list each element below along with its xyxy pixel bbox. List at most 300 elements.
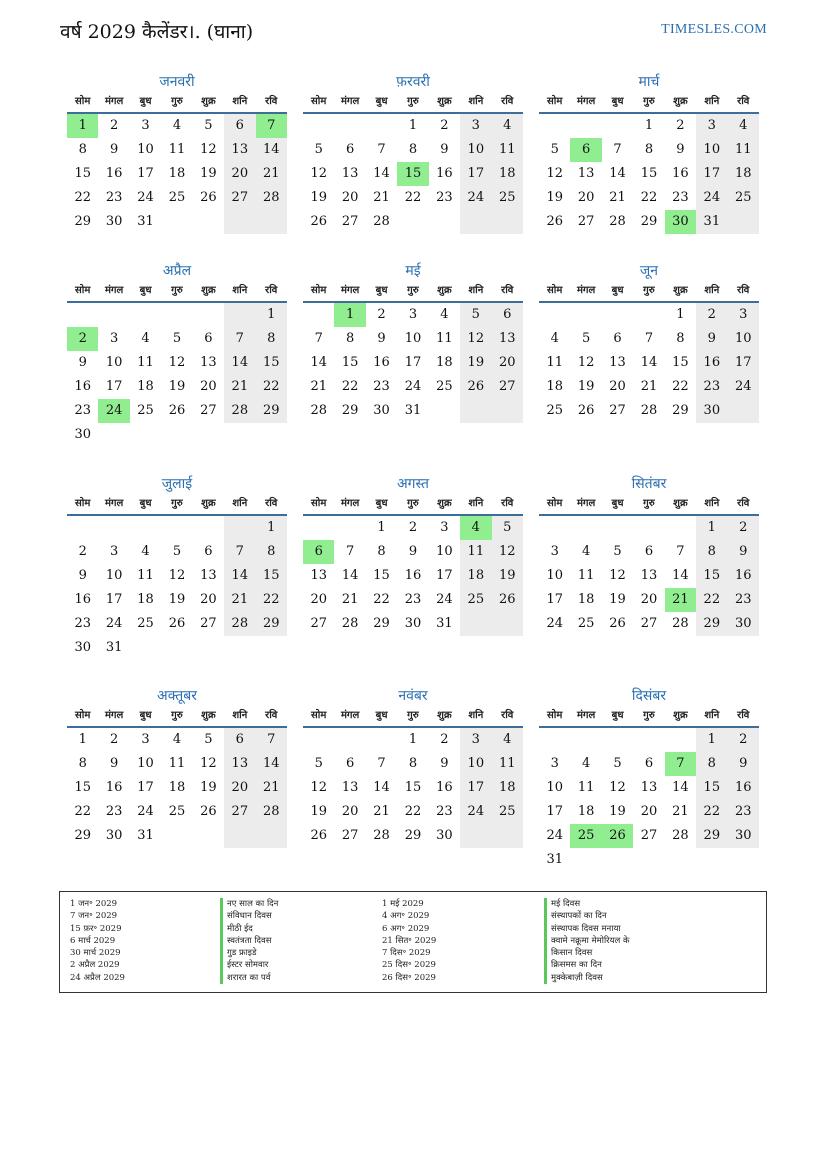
weekday-header (67, 706, 287, 728)
day-cell: 1 (696, 728, 727, 752)
month-block (303, 686, 523, 848)
day-cell: 5 (613, 756, 622, 771)
day-cell: 22 (404, 190, 422, 205)
day-cell: 23 (696, 375, 727, 399)
day-cell: 19 (460, 351, 491, 375)
day-cell: 8 (377, 544, 386, 559)
day-cell: 1 (334, 303, 365, 327)
day-cell: 8 (696, 752, 727, 776)
day-cell: 29 (404, 828, 422, 843)
day-cell: 3 (109, 544, 119, 559)
day-cell: 3 (550, 756, 559, 771)
weekday-label: गुरु (407, 96, 419, 107)
day-cell: 14 (609, 166, 626, 181)
weekday-label: शनि (468, 96, 484, 107)
weekday-label: सोम (311, 96, 327, 107)
weekday-label: सोम (75, 710, 91, 721)
day-cell: 10 (728, 327, 759, 351)
day-cell: 13 (224, 752, 255, 776)
day-cell: 5 (550, 142, 559, 157)
weekday-label: शनि (704, 498, 720, 509)
day-cell: 19 (200, 780, 217, 795)
day-cell: 23 (728, 800, 759, 824)
day-cell: 25 (728, 186, 759, 210)
day-cell: 15 (404, 780, 422, 795)
weekday-label: मंगल (104, 710, 124, 721)
day-cell: 7 (224, 327, 255, 351)
day-cell: 12 (200, 142, 217, 157)
weekday-label: शनि (468, 710, 484, 721)
weekday-label: रवि (501, 498, 514, 509)
day-cell: 11 (577, 780, 595, 795)
empty-cell (460, 824, 491, 848)
day-cell: 16 (373, 355, 390, 370)
month-name: दिसंबर (631, 688, 667, 704)
weekday-label: सोम (311, 285, 327, 296)
weekday-label: गुरु (407, 285, 419, 296)
day-cell: 25 (460, 588, 491, 612)
day-cell: 3 (460, 114, 491, 138)
day-cell: 30 (665, 210, 696, 234)
holiday-date: 1 मई 2029 (382, 899, 424, 909)
day-cell: 3 (109, 331, 119, 346)
empty-cell (256, 423, 287, 447)
day-cell: 18 (577, 804, 595, 819)
day-cell: 29 (74, 214, 91, 229)
day-cell: 9 (408, 544, 418, 559)
day-cell: 24 (137, 190, 154, 205)
day-cell: 20 (640, 592, 658, 607)
month-block (67, 261, 287, 447)
day-cell: 17 (546, 804, 563, 819)
day-cell: 19 (200, 166, 217, 181)
weekday-label: बुध (375, 710, 388, 721)
day-cell: 12 (168, 355, 186, 370)
day-cell: 22 (696, 800, 727, 824)
empty-cell (539, 728, 570, 752)
day-cell: 10 (696, 138, 727, 162)
day-cell: 10 (436, 544, 453, 559)
holiday-name: संस्थापक दिवस मनाया (544, 923, 630, 935)
empty-cell (256, 636, 287, 660)
empty-cell (98, 303, 129, 327)
holiday-names-right (544, 898, 630, 984)
day-cell: 21 (341, 592, 359, 607)
day-cell: 21 (665, 588, 696, 612)
day-cell: 2 (440, 118, 449, 133)
day-cell: 9 (676, 142, 685, 157)
weekday-label: गुरु (407, 498, 419, 509)
day-cell: 20 (341, 190, 359, 205)
day-cell: 11 (137, 568, 154, 583)
day-grid (67, 728, 287, 848)
holiday-date: 26 दिस॰ 2029 (382, 972, 436, 983)
day-cell: 13 (577, 166, 595, 181)
empty-cell (303, 516, 334, 540)
day-cell: 15 (256, 564, 287, 588)
weekday-label: सोम (311, 710, 327, 721)
day-cell: 6 (345, 756, 355, 771)
day-cell: 26 (200, 190, 217, 205)
day-cell: 30 (728, 824, 759, 848)
holiday-date: 6 मार्च 2029 (70, 935, 116, 946)
holiday-date: 2 अप्रैल 2029 (70, 960, 120, 971)
month-name: सितंबर (631, 476, 667, 492)
empty-cell (539, 303, 570, 327)
day-cell: 18 (168, 780, 186, 795)
day-cell: 4 (492, 728, 523, 752)
day-cell: 1 (256, 303, 287, 327)
day-cell: 28 (341, 616, 359, 631)
day-cell: 5 (204, 732, 213, 747)
day-cell: 2 (109, 118, 119, 133)
day-cell: 6 (204, 544, 213, 559)
empty-cell (224, 636, 255, 660)
holiday-name: क्रिसमस का दिन (544, 959, 630, 971)
month-name: जुलाई (161, 476, 193, 492)
day-cell: 28 (373, 214, 390, 229)
holiday-name: मुक्केबाज़ी दिवस (544, 972, 630, 984)
day-cell: 8 (78, 142, 87, 157)
day-cell: 20 (310, 592, 327, 607)
month-block (67, 72, 287, 234)
day-cell: 15 (256, 351, 287, 375)
empty-cell (161, 423, 192, 447)
day-cell: 1 (408, 118, 418, 133)
weekday-label: रवि (501, 710, 514, 721)
day-cell: 9 (728, 752, 759, 776)
empty-cell (366, 114, 397, 138)
day-cell: 23 (728, 588, 759, 612)
day-grid (539, 728, 759, 872)
day-cell: 22 (696, 588, 727, 612)
day-cell: 19 (546, 190, 563, 205)
day-cell: 18 (137, 592, 154, 607)
day-cell: 29 (696, 612, 727, 636)
day-cell: 25 (168, 804, 186, 819)
weekday-label: रवि (265, 96, 278, 107)
day-cell: 25 (492, 186, 523, 210)
weekday-label: सोम (547, 498, 563, 509)
day-cell: 28 (640, 403, 658, 418)
weekday-label: बुध (375, 285, 388, 296)
empty-cell (161, 303, 192, 327)
empty-cell (460, 399, 491, 423)
month-block (303, 474, 523, 636)
empty-cell (334, 516, 365, 540)
day-cell: 12 (609, 568, 626, 583)
weekday-label: सोम (547, 285, 563, 296)
holiday-name: ईस्टर सोमवार (220, 959, 278, 971)
day-cell: 17 (404, 355, 422, 370)
day-cell: 17 (105, 379, 123, 394)
weekday-label: गुरु (171, 285, 183, 296)
empty-cell (130, 516, 161, 540)
day-cell: 18 (546, 379, 563, 394)
holiday-dates-right (382, 898, 436, 984)
weekday-label: मंगल (340, 285, 360, 296)
day-cell: 6 (224, 114, 255, 138)
day-cell: 10 (105, 568, 123, 583)
weekday-header (303, 281, 523, 303)
day-cell: 7 (644, 331, 654, 346)
day-cell: 16 (74, 379, 91, 394)
holiday-name: मई दिवस (544, 898, 630, 910)
month-block (303, 261, 523, 423)
day-cell: 13 (341, 780, 359, 795)
day-cell: 5 (314, 756, 323, 771)
day-cell: 22 (341, 379, 359, 394)
empty-cell (98, 516, 129, 540)
holiday-name: मीठी ईद (220, 923, 278, 935)
day-cell: 7 (676, 544, 685, 559)
day-cell: 15 (696, 564, 727, 588)
day-cell: 12 (460, 327, 491, 351)
day-cell: 24 (436, 592, 453, 607)
day-cell: 1 (78, 732, 87, 747)
day-cell: 18 (436, 355, 453, 370)
day-cell: 8 (676, 331, 685, 346)
day-cell: 5 (581, 331, 591, 346)
day-cell: 20 (224, 162, 255, 186)
day-grid (303, 728, 523, 848)
day-cell: 20 (492, 351, 523, 375)
empty-cell (665, 848, 696, 872)
day-cell: 29 (74, 828, 91, 843)
day-cell: 16 (728, 564, 759, 588)
day-cell: 1 (644, 118, 654, 133)
month-block (539, 686, 759, 872)
day-cell: 8 (256, 540, 287, 564)
day-cell: 4 (581, 544, 591, 559)
weekday-label: सोम (547, 96, 563, 107)
day-cell: 11 (492, 752, 523, 776)
weekday-label: मंगल (104, 498, 124, 509)
day-cell: 23 (672, 190, 689, 205)
holiday-date: 21 सित॰ 2029 (382, 935, 437, 946)
day-cell: 19 (168, 379, 186, 394)
day-cell: 28 (310, 403, 327, 418)
empty-cell (728, 399, 759, 423)
day-cell: 30 (373, 403, 390, 418)
empty-cell (492, 210, 523, 234)
day-cell: 18 (137, 379, 154, 394)
weekday-label: गुरु (643, 710, 655, 721)
day-cell: 31 (436, 616, 453, 631)
day-cell: 6 (613, 331, 622, 346)
day-cell: 22 (373, 592, 390, 607)
day-cell: 19 (310, 804, 327, 819)
day-cell: 18 (577, 592, 595, 607)
day-cell: 3 (440, 520, 449, 535)
day-cell: 17 (137, 166, 154, 181)
day-cell: 11 (168, 142, 186, 157)
day-cell: 28 (373, 828, 390, 843)
empty-cell (492, 824, 523, 848)
day-cell: 2 (728, 516, 759, 540)
day-cell: 6 (204, 331, 213, 346)
day-cell: 12 (492, 540, 523, 564)
day-cell: 26 (310, 214, 327, 229)
day-cell: 26 (577, 403, 595, 418)
day-cell: 25 (137, 616, 154, 631)
day-cell: 29 (341, 403, 359, 418)
day-cell: 15 (74, 166, 91, 181)
day-cell: 2 (408, 520, 418, 535)
day-cell: 27 (341, 214, 359, 229)
month-name: मई (405, 263, 421, 279)
day-cell: 1 (67, 114, 98, 138)
empty-cell (633, 728, 664, 752)
empty-cell (193, 423, 224, 447)
day-cell: 25 (137, 403, 154, 418)
day-cell: 26 (168, 403, 186, 418)
day-cell: 29 (256, 399, 287, 423)
day-cell: 28 (224, 612, 255, 636)
empty-cell (98, 423, 129, 447)
day-cell: 15 (74, 780, 91, 795)
day-cell: 27 (341, 828, 359, 843)
day-cell: 21 (609, 190, 626, 205)
empty-cell (366, 728, 397, 752)
day-cell: 26 (492, 588, 523, 612)
day-cell: 14 (341, 568, 359, 583)
day-cell: 3 (141, 118, 150, 133)
weekday-header (539, 706, 759, 728)
day-cell: 29 (696, 824, 727, 848)
empty-cell (193, 210, 224, 234)
empty-cell (130, 423, 161, 447)
month-block (539, 261, 759, 423)
day-cell: 6 (644, 544, 654, 559)
day-cell: 14 (256, 752, 287, 776)
day-cell: 14 (373, 166, 390, 181)
weekday-label: रवि (737, 710, 750, 721)
empty-cell (67, 516, 98, 540)
empty-cell (429, 399, 460, 423)
month-name: अक्तूबर (157, 688, 197, 704)
day-cell: 27 (640, 616, 658, 631)
weekday-label: शनि (232, 498, 248, 509)
month-block (67, 474, 287, 660)
empty-cell (224, 423, 255, 447)
day-cell: 10 (546, 568, 563, 583)
empty-cell (633, 303, 664, 327)
day-cell: 3 (728, 303, 759, 327)
weekday-label: गुरु (643, 96, 655, 107)
weekday-label: बुध (139, 285, 152, 296)
day-cell: 7 (613, 142, 622, 157)
empty-cell (224, 210, 255, 234)
day-cell: 9 (440, 756, 449, 771)
day-cell: 23 (74, 403, 91, 418)
day-cell: 4 (440, 307, 449, 322)
weekday-label: गुरु (643, 285, 655, 296)
day-cell: 27 (200, 403, 217, 418)
brand-logo-text[interactable]: TIMESLES.COM (661, 22, 767, 37)
day-cell: 31 (404, 403, 422, 418)
month-name: जून (639, 263, 659, 279)
day-grid (539, 516, 759, 636)
weekday-label: बुध (139, 710, 152, 721)
weekday-label: मंगल (576, 96, 596, 107)
day-cell: 15 (696, 776, 727, 800)
day-cell: 20 (609, 379, 626, 394)
day-cell: 11 (728, 138, 759, 162)
weekday-label: मंगल (576, 285, 596, 296)
day-cell: 7 (256, 114, 287, 138)
day-cell: 30 (74, 427, 91, 442)
day-cell: 28 (256, 800, 287, 824)
day-cell: 8 (408, 142, 418, 157)
day-cell: 28 (256, 186, 287, 210)
holiday-date: 1 जन॰ 2029 (70, 899, 118, 909)
day-cell: 22 (256, 375, 287, 399)
holiday-name: क्वामे नक्रूमा मेमोरियल के (544, 935, 630, 947)
weekday-header (303, 494, 523, 516)
day-cell: 9 (696, 327, 727, 351)
page-title: वर्ष 2029 कैलेंडर।. (घाना) (60, 21, 254, 43)
month-block (539, 474, 759, 636)
month-name: जनवरी (159, 74, 195, 90)
day-cell: 21 (373, 190, 390, 205)
day-cell: 17 (436, 568, 453, 583)
day-cell: 27 (640, 828, 658, 843)
day-cell: 5 (172, 331, 182, 346)
day-cell: 29 (672, 403, 689, 418)
day-cell: 7 (256, 728, 287, 752)
day-cell: 3 (141, 732, 150, 747)
empty-cell (633, 516, 664, 540)
day-cell: 21 (672, 804, 689, 819)
day-cell: 30 (404, 616, 422, 631)
day-cell: 14 (224, 351, 255, 375)
day-cell: 1 (696, 516, 727, 540)
day-cell: 27 (609, 403, 626, 418)
month-block (67, 686, 287, 848)
empty-cell (334, 114, 365, 138)
weekday-label: शुक्र (201, 498, 216, 509)
day-cell: 14 (224, 564, 255, 588)
day-cell: 25 (577, 616, 595, 631)
weekday-label: बुध (611, 710, 624, 721)
day-cell: 18 (492, 162, 523, 186)
day-cell: 20 (200, 592, 217, 607)
empty-cell (161, 636, 192, 660)
empty-cell (334, 728, 365, 752)
day-cell: 25 (570, 824, 601, 848)
empty-cell (570, 728, 601, 752)
empty-cell (130, 303, 161, 327)
empty-cell (602, 848, 633, 872)
weekday-label: गुरु (171, 498, 183, 509)
holiday-name: किसान दिवस (544, 947, 630, 959)
empty-cell (429, 210, 460, 234)
weekday-label: शनि (704, 285, 720, 296)
weekday-label: रवि (265, 498, 278, 509)
empty-cell (602, 728, 633, 752)
day-cell: 11 (492, 138, 523, 162)
day-cell: 18 (168, 166, 186, 181)
weekday-header (539, 281, 759, 303)
empty-cell (602, 516, 633, 540)
empty-cell (193, 303, 224, 327)
weekday-label: शुक्र (201, 285, 216, 296)
empty-cell (460, 612, 491, 636)
day-cell: 9 (78, 355, 87, 370)
day-cell: 26 (546, 214, 563, 229)
empty-cell (256, 210, 287, 234)
